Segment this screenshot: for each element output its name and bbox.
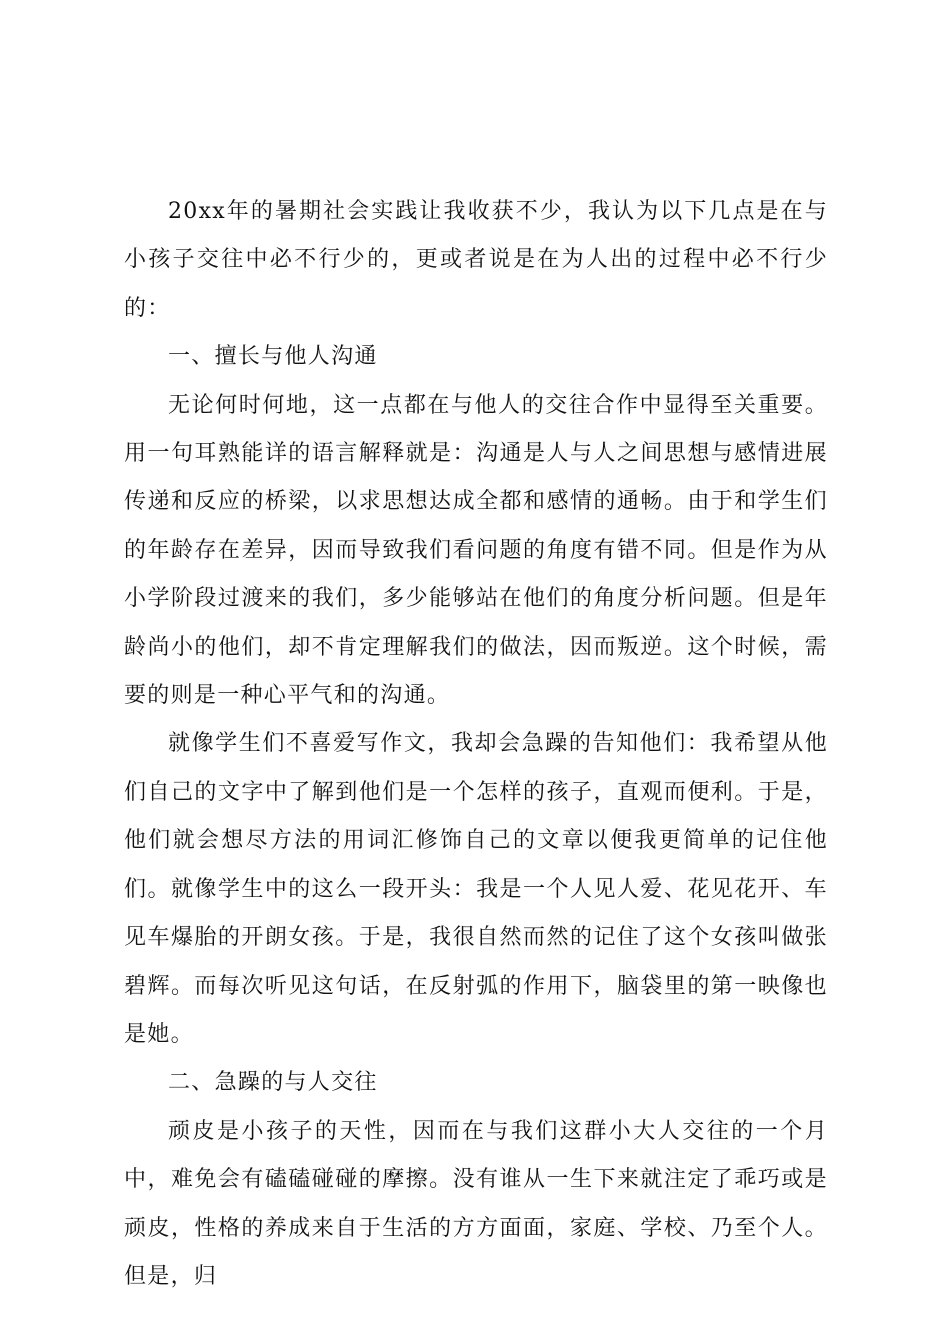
body-paragraph: 顽皮是小孩子的天性，因而在与我们这群小大人交往的一个月中，难免会有磕磕碰碰的摩擦。没有谁从一生下来就注定了乖巧或是顽皮，性格的养成来自于生活的方方面面，家庭、学校、乃至个人。但是，归: [124, 1118, 828, 1289]
document-body: [124, 188, 828, 1301]
section-heading-1: 一、擅长与他人沟通: [168, 344, 378, 370]
body-paragraph: 无论何时何地，这一点都在与他人的交往合作中显得至关重要。用一句耳熟能详的语言解释就是：沟通是人与人之间思想与感情进展传递和反应的桥梁，以求思想达成全都和感情的通畅。由于和学生们的年龄存在差异，因而导致我们看问题的角度有错不同。但是作为从小学阶段过渡来的我们，多少能够站在他们的角度分析问题。但是年龄尚小的他们，却不肯定理解我们的做法，因而叛逆。这个时候，需要的则是一种心平气和的沟通。: [124, 392, 828, 709]
body-paragraph: 就像学生们不喜爱写作文，我却会急躁的告知他们：我希望从他们自己的文字中了解到他们是一个怎样的孩子，直观而便利。于是，他们就会想尽方法的用词汇修饰自己的文章以便我更简单的记住他们。就像学生中的这么一段开头：我是一个人见人爱、花见花开、车见车爆胎的开朗女孩。于是，我很自然而然的记住了这个女孩叫做张碧辉。而每次听见这句话，在反射弧的作用下，脑袋里的第一映像也是她。: [124, 731, 828, 1047]
section-heading-2: 二、急躁的与人交往: [168, 1070, 378, 1096]
intro-paragraph: 20xx年的暑期社会实践让我收获不少，我认为以下几点是在与小孩子交往中必不行少的，更或者说是在为人出的过程中必不行少的：: [124, 199, 828, 321]
